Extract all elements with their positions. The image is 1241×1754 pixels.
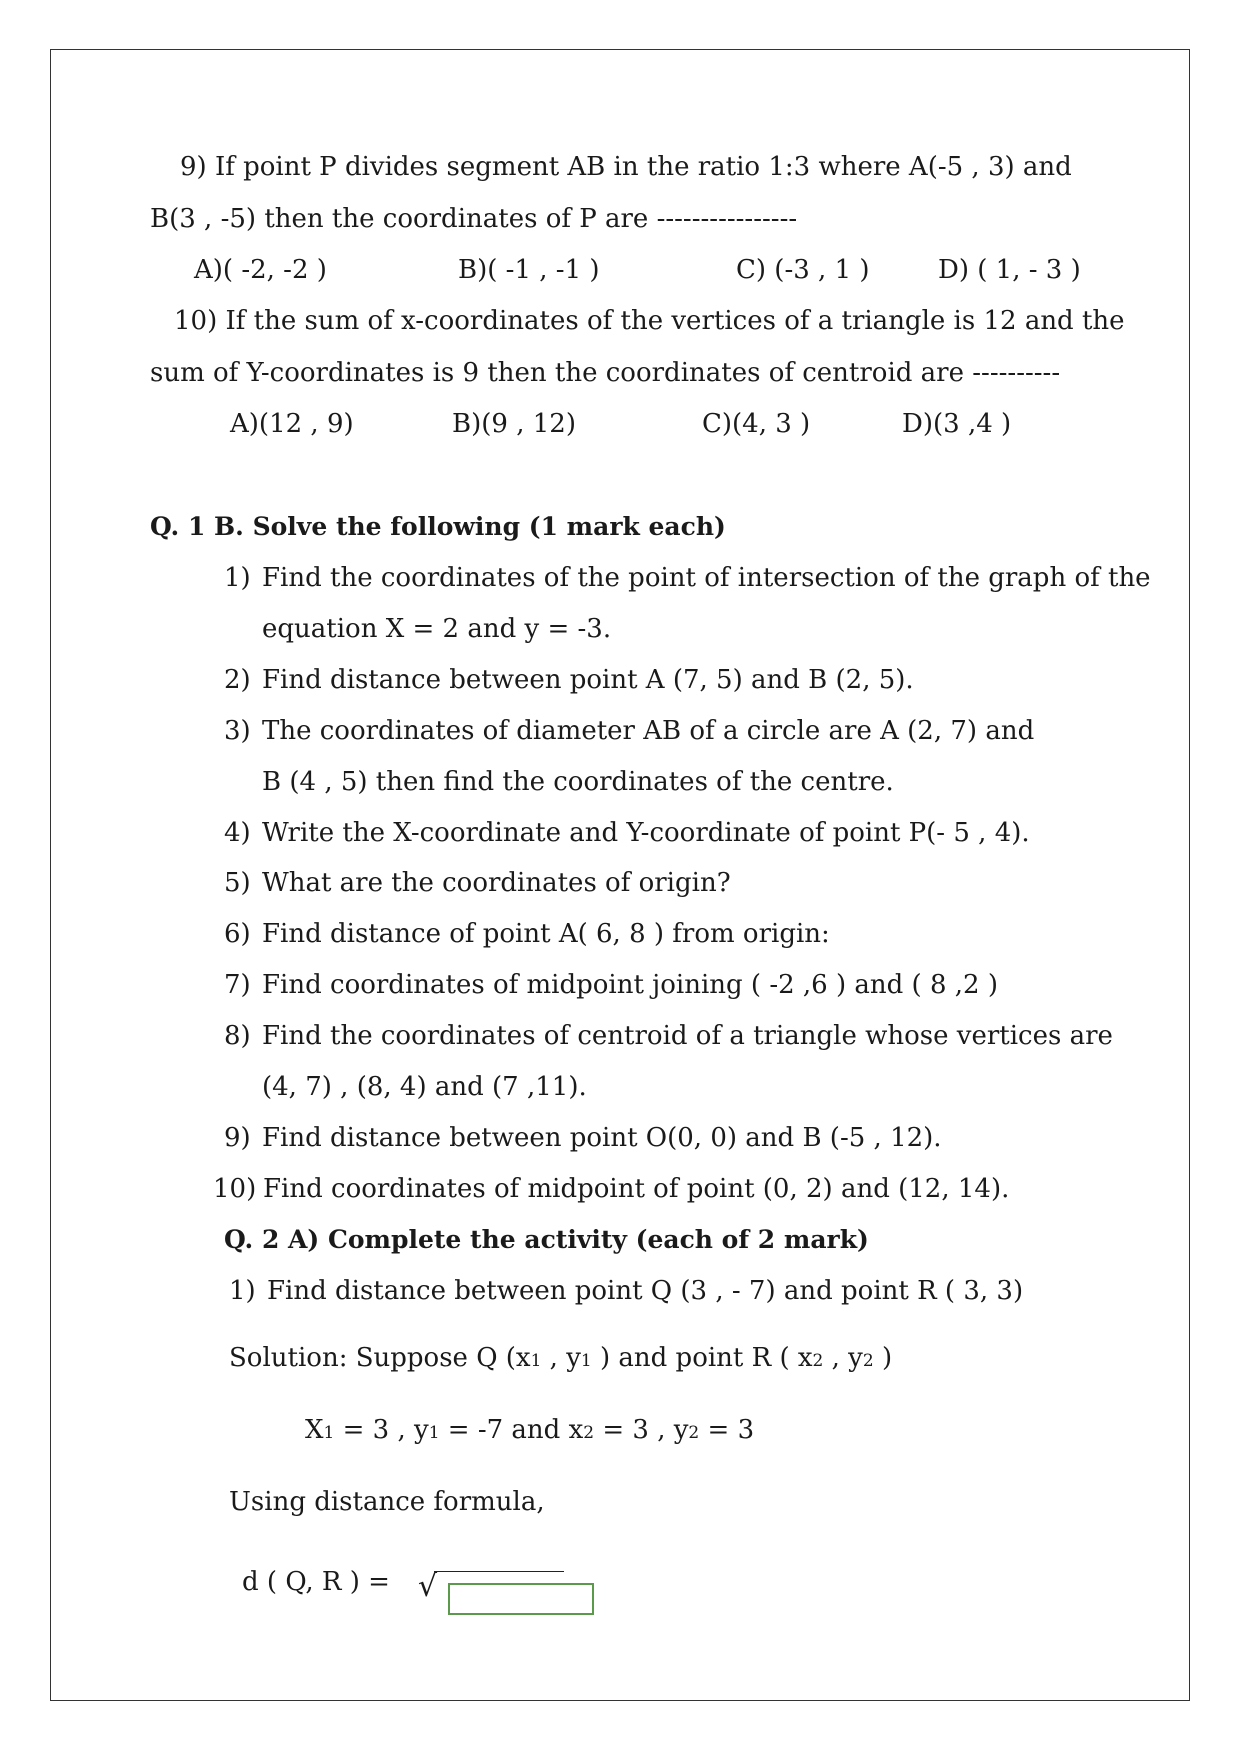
answer-box[interactable] [448, 1583, 594, 1615]
list-item: 7) Find coordinates of midpoint joining ( -2 ,6 ) and ( 8 ,2 ) [224, 970, 998, 1000]
q9-option-a: A)( -2, -2 ) [194, 255, 327, 285]
q10-option-b: B)(9 , 12) [452, 409, 576, 439]
q9-option-d: D) ( 1, - 3 ) [938, 255, 1081, 285]
formula-line: Using distance formula, [229, 1487, 545, 1517]
list-item: 4) Write the X-coordinate and Y-coordinate of point P(- 5 , 4). [224, 818, 1030, 848]
list-item: 6) Find distance of point A( 6, 8 ) from origin: [224, 919, 830, 949]
q10-option-d: D)(3 ,4 ) [902, 409, 1012, 439]
list-item: 5) What are the coordinates of origin? [224, 868, 731, 898]
list-item: 2) Find distance between point A (7, 5) and B (2, 5). [224, 665, 914, 695]
q9-option-b: B)( -1 , -1 ) [458, 255, 600, 285]
activity-question: 1) Find distance between point Q (3 , - 7) and point R ( 3, 3) [229, 1276, 1024, 1306]
list-item: 8) Find the coordinates of centroid of a triangle whose vertices are [224, 1021, 1113, 1051]
distance-lhs: d ( Q, R ) = [242, 1567, 390, 1597]
section-b-heading: Q. 1 B. Solve the following (1 mark each) [150, 512, 726, 541]
solution-line: Solution: Suppose Q (x1 , y1 ) and point R ( x2 , y2 ) [229, 1343, 893, 1373]
q9-option-c: C) (-3 , 1 ) [736, 255, 870, 285]
q9-line2: B(3 , -5) then the coordinates of P are ---------------- [150, 204, 798, 234]
list-item-continued: equation X = 2 and y = -3. [262, 614, 612, 644]
sqrt-bar [434, 1571, 564, 1572]
q10-option-c: C)(4, 3 ) [702, 409, 811, 439]
list-item-continued: B (4 , 5) then find the coordinates of the centre. [262, 767, 894, 797]
q10-line1: 10) If the sum of x-coordinates of the vertices of a triangle is 12 and the [174, 306, 1125, 336]
list-item-continued: (4, 7) , (8, 4) and (7 ,11). [262, 1072, 587, 1102]
list-item: 3) The coordinates of diameter AB of a circle are A (2, 7) and [224, 716, 1035, 746]
coordinate-values: X1 = 3 , y1 = -7 and x2 = 3 , y2 = 3 [305, 1415, 755, 1445]
list-item: 9) Find distance between point O(0, 0) and B (-5 , 12). [224, 1123, 942, 1153]
q10-line2: sum of Y-coordinates is 9 then the coordinates of centroid are ---------- [150, 358, 1061, 388]
section-2a-heading: Q. 2 A) Complete the activity (each of 2 mark) [224, 1225, 869, 1254]
list-item: 1) Find the coordinates of the point of intersection of the graph of the [224, 563, 1151, 593]
q10-option-a: A)(12 , 9) [230, 409, 354, 439]
list-item: 10) Find coordinates of midpoint of point (0, 2) and (12, 14). [213, 1174, 1010, 1204]
sqrt-icon: √ [418, 1569, 438, 1604]
q9-line1: 9) If point P divides segment AB in the ratio 1:3 where A(-5 , 3) and [180, 152, 1072, 182]
